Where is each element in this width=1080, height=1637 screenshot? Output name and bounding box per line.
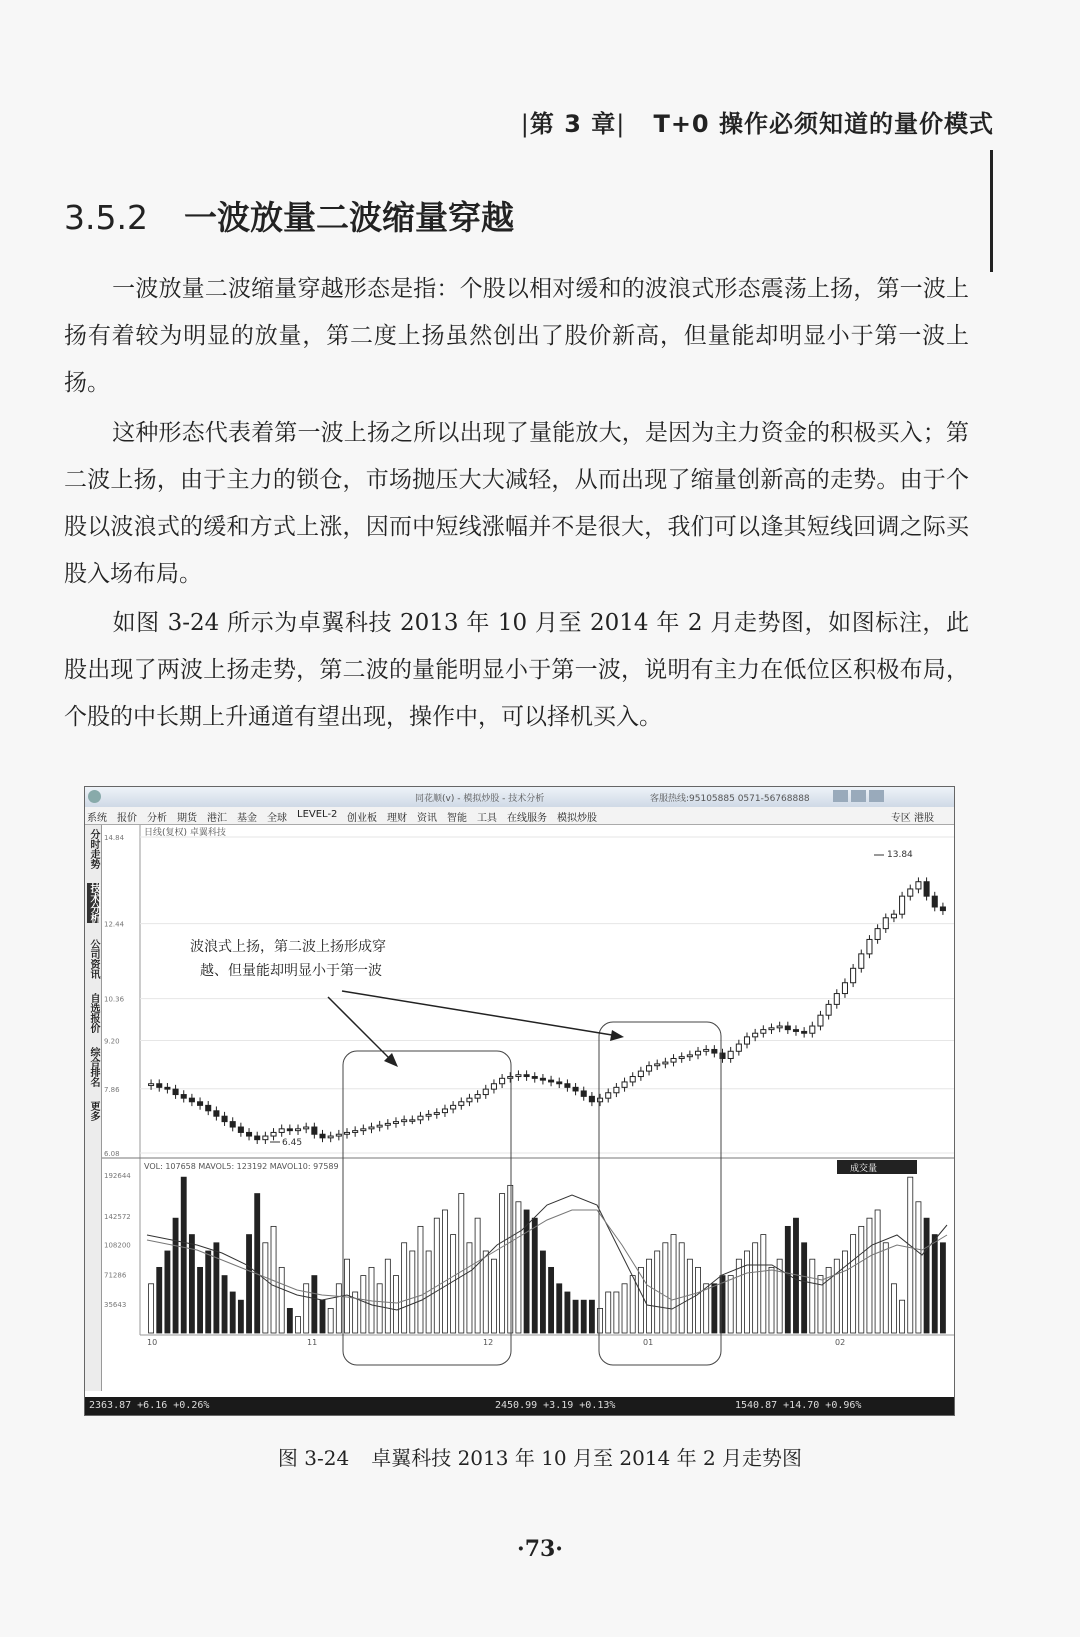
volume-bar [753,1243,758,1333]
candle [630,1077,635,1082]
candle [785,1026,790,1030]
volume-bar [500,1194,505,1333]
volume-bar [549,1267,554,1333]
price-tick-label: 6.08 [104,1150,120,1158]
volume-bar [842,1251,847,1333]
candle [385,1123,390,1125]
candle [189,1098,194,1102]
candle [581,1091,586,1096]
section-heading [64,192,514,239]
volume-bar [875,1210,880,1333]
candle [826,1004,831,1015]
volume-tick-label: 71286 [104,1271,127,1280]
running-header: |第 3 章| T+0 操作必须知道的量价模式 [520,110,994,138]
caption-text: 卓翼科技 2013 年 10 月至 2014 年 2 月走势图 [371,1446,803,1470]
close-icon[interactable] [869,790,884,802]
volume-bar [181,1177,186,1333]
candle [255,1136,260,1140]
candle [418,1116,423,1120]
candle [344,1132,349,1134]
candle [410,1120,415,1122]
candle [777,1026,782,1028]
volume-bar [671,1235,676,1333]
volume-tick-label: 192644 [104,1172,131,1180]
candle [859,954,864,968]
side-tabs [85,825,102,1391]
volume-tick-label: 108200 [104,1241,131,1250]
candle [198,1102,203,1106]
volume-bar [532,1218,537,1333]
candle [589,1096,594,1101]
candle [598,1098,603,1102]
candle [173,1089,178,1094]
menu-item[interactable]: 智能 [447,813,467,824]
volume-bar [475,1218,480,1333]
paragraph-3: 如图 3-24 所示为卓翼科技 2013 年 10 月至 2014 年 2 月走势图，如图标注，此股出现了两波上扬走势，第二波的量能明显小于第一波，说明有主力在低位区积极布局，个股的中长期上升通道有望出现，操作中，可以择机买入。 [64,610,969,730]
candle [851,968,856,982]
status-left: 2363.87 +6.16 +0.26% [89,1400,210,1411]
volume-bar [924,1218,929,1333]
low-marker: 6.45 [282,1138,303,1148]
candle [491,1084,496,1089]
volume-bar [614,1292,619,1333]
menu-item[interactable]: 资讯 [417,813,437,824]
menu-item[interactable]: 工具 [477,813,497,824]
x-tick-label: 10 [147,1338,158,1347]
volume-bar [867,1218,872,1333]
candle [916,882,921,889]
candle [606,1093,611,1098]
candle [524,1075,529,1077]
candle [663,1062,668,1064]
volume-legend: VOL: 107658 MAVOL5: 123192 MAVOL10: 97589 [144,1162,339,1171]
volume-bar [320,1300,325,1333]
volume-bar [851,1235,856,1333]
menu-item[interactable]: 在线服务 [507,813,547,824]
candle [402,1120,407,1122]
candle [369,1127,374,1129]
volume-bar [312,1276,317,1333]
candle [222,1116,227,1121]
volume-bar [508,1185,513,1333]
tab-technical[interactable]: 技术分析 [88,883,99,923]
candle [875,929,880,940]
candle [802,1031,807,1033]
minimize-icon[interactable] [833,790,848,802]
volume-bar [222,1276,227,1333]
volume-bar [483,1251,488,1333]
volume-bar [891,1284,896,1333]
volume-bar [785,1226,790,1333]
candle [793,1030,798,1032]
volume-bar [598,1308,603,1333]
volume-bar [810,1259,815,1333]
volume-bar [630,1276,635,1333]
menu-item[interactable]: 创业板 [347,813,377,824]
price-tick-label: 10.36 [104,995,125,1004]
app-logo-icon [88,790,101,803]
volume-bar [173,1218,178,1333]
candle [932,896,937,907]
price-tick-label: 7.86 [104,1085,120,1094]
menu-item[interactable]: 全球 [267,813,287,824]
menu-item[interactable]: 分析 [147,813,167,824]
candle [467,1098,472,1102]
menu-item[interactable]: 港汇 [207,813,227,824]
candle [247,1132,252,1136]
candle [687,1055,692,1057]
candle [157,1084,162,1088]
candle [712,1049,717,1053]
window-controls [830,790,884,805]
candle [361,1129,366,1131]
volume-tick-label: 35643 [104,1300,127,1309]
candle [516,1075,521,1077]
stock-chart-screenshot [84,786,955,1416]
candle [304,1127,309,1129]
volume-bar [198,1267,203,1333]
candle [475,1095,480,1099]
status-right: 1540.87 +14.70 +0.96% [735,1400,862,1411]
candle [377,1125,382,1127]
volume-bar [908,1177,913,1333]
tab-watchlist[interactable]: 自选报价 [88,993,99,1033]
candle [271,1132,276,1136]
candle [655,1064,660,1066]
paragraph-1: 一波放量二波缩量穿越形态是指：个股以相对缓和的波浪式形态震荡上扬，第一波上扬有着较为明显的放量，第二度上扬虽然创出了股价新高，但量能却明显小于第一波上扬。 [64,276,969,396]
candle [442,1109,447,1113]
candle [206,1105,211,1110]
candle [279,1129,284,1133]
volume-bar [736,1259,741,1333]
candle [940,907,945,911]
volume-bar [712,1284,717,1333]
volume-bar [834,1259,839,1333]
section-number: 3.5.2 [64,198,148,237]
menu-item[interactable]: 报价 [117,813,137,824]
candle [614,1087,619,1092]
status-mid: 2450.99 +3.19 +0.13% [495,1400,616,1411]
candle [679,1057,684,1059]
candle [565,1084,570,1088]
volume-bar [287,1308,292,1333]
chart-label: 日线(复权) 卓翼科技 [144,828,226,838]
status-bar [85,1397,954,1415]
candle [426,1114,431,1116]
candle [263,1136,268,1140]
candle [867,939,872,953]
candle [508,1077,513,1079]
candle [704,1049,709,1051]
volume-bar [459,1194,464,1333]
menu-item[interactable]: 系统 [87,813,107,824]
candle [295,1129,300,1131]
volume-bar [940,1243,945,1333]
volume-bar [165,1251,170,1333]
volume-bar [728,1276,733,1333]
volume-bar [900,1300,905,1333]
candle [647,1066,652,1071]
menu-item[interactable]: LEVEL-2 [297,809,338,820]
x-tick-label: 01 [643,1338,654,1347]
candle [353,1131,358,1133]
candle [638,1071,643,1076]
volume-bar [295,1317,300,1333]
candle [549,1080,554,1082]
hotline-text: 客服热线:95105885 0571-56768888 [650,794,810,804]
tab-ranking[interactable]: 综合排名 [88,1047,99,1087]
candle [883,918,888,929]
volume-bar [769,1267,774,1333]
volume-bar [214,1243,219,1333]
candle [842,983,847,994]
price-tick-label: 14.84 [104,834,125,842]
volume-bar [581,1300,586,1333]
volume-bar [434,1218,439,1333]
volume-bar [883,1243,888,1333]
candle [557,1082,562,1084]
volume-bar [663,1243,668,1333]
annotation-line-1: 波浪式上扬，第二波上扬形成穿 [190,939,386,955]
volume-bar [377,1284,382,1333]
volume-bar [393,1276,398,1333]
candle [671,1058,676,1062]
volume-bar [491,1259,496,1333]
volume-bar [467,1243,472,1333]
volume-bar [573,1300,578,1333]
menu-item[interactable]: 基金 [237,813,257,824]
volume-bar [932,1235,937,1333]
kline-chart [102,825,954,1381]
candle [287,1129,292,1131]
figure-caption [0,1442,1080,1471]
candle [761,1030,766,1034]
volume-bar [761,1235,766,1333]
volume-bar [157,1267,162,1333]
high-marker: 13.84 [887,850,913,860]
volume-bar [540,1251,545,1333]
tab-fenshi[interactable]: 分时走势 [88,829,99,869]
volume-bar [263,1243,268,1333]
volume-bar [410,1251,415,1333]
volume-bar [442,1210,447,1333]
candle [434,1113,439,1115]
candle [483,1089,488,1094]
x-tick-label: 02 [835,1338,846,1347]
volume-label: 成交量 [850,1164,878,1174]
candle [312,1127,317,1134]
candle [451,1105,456,1109]
x-tick-label: 11 [307,1338,318,1347]
menu-item[interactable]: 理财 [387,813,407,824]
price-tick-label: 12.44 [104,920,125,929]
menu-item[interactable]: 模拟炒股 [557,813,597,824]
volume-bar [279,1267,284,1333]
menu-right[interactable]: 专区 港股 [890,813,934,824]
candle [214,1111,219,1116]
candle [230,1122,235,1127]
candle [238,1127,243,1132]
volume-bar [328,1308,333,1333]
volume-bar [255,1194,260,1333]
volume-tick-label: 142572 [104,1213,131,1222]
candle [622,1082,627,1087]
volume-bar [557,1284,562,1333]
menu-bar [85,807,954,825]
volume-bar [622,1284,627,1333]
volume-bar [679,1243,684,1333]
header-rule [990,150,993,272]
candle [891,914,896,918]
candle [181,1095,186,1099]
candle [728,1051,733,1058]
maximize-icon[interactable] [851,790,866,802]
candle [908,889,913,896]
volume-bar [206,1251,211,1333]
volume-bar [524,1210,529,1333]
candle [695,1051,700,1055]
candle [573,1087,578,1091]
annotation-line-2: 越、但量能却明显小于第一波 [200,963,382,979]
volume-bar [451,1235,456,1333]
volume-bar [516,1202,521,1333]
candle [540,1078,545,1080]
volume-bar [687,1259,692,1333]
candle [459,1102,464,1106]
volume-bar [589,1300,594,1333]
volume-bar [744,1251,749,1333]
volume-bar [859,1226,864,1333]
candle [532,1077,537,1079]
volume-bar [695,1267,700,1333]
volume-bar [247,1235,252,1333]
tab-company[interactable]: 公司资讯 [88,939,99,979]
volume-bar [336,1284,341,1333]
chapter-title: T+0 操作必须知道的量价模式 [653,110,994,138]
candle [769,1028,774,1030]
volume-bar [230,1292,235,1333]
caption-number: 图 3-24 [277,1446,350,1470]
tab-more[interactable]: 更多 [88,1101,99,1121]
paragraph-2: 这种形态代表着第一波上扬之所以出现了量能放大，是因为主力资金的积极买入；第二波上扬，由于主力的锁仓，市场抛压大大减轻，从而出现了缩量创新高的走势。由于个股以波浪式的缓和方式上涨，因而中短线涨幅并不是很大，我们可以逢其短线回调之际买股入场布局。 [64,420,969,587]
candle [753,1033,758,1037]
volume-bar [149,1284,154,1333]
page-number: ·73· [517,1536,563,1562]
candle [900,896,905,914]
volume-bar [385,1259,390,1333]
candle [336,1134,341,1136]
candle [393,1122,398,1124]
candle [810,1026,815,1033]
window-title: 同花顺(v) - 模拟炒股 - 技术分析 [415,794,545,804]
volume-bar [238,1300,243,1333]
volume-bar [565,1292,570,1333]
volume-bar [418,1226,423,1333]
candle [149,1084,154,1086]
candle [834,994,839,1005]
candle [165,1087,170,1089]
x-tick-label: 12 [483,1338,494,1347]
candle [328,1136,333,1138]
candle [818,1015,823,1026]
volume-bar [606,1292,611,1333]
section-title: 一波放量二波缩量穿越 [183,198,514,237]
volume-bar [402,1243,407,1333]
chapter-label: 第 3 章 [529,110,617,138]
candle [320,1134,325,1138]
window-titlebar [85,787,954,807]
volume-bar [802,1243,807,1333]
candle [744,1037,749,1044]
candle [924,882,929,896]
volume-bar [647,1259,652,1333]
menu-item[interactable]: 期货 [177,813,197,824]
candle [736,1044,741,1051]
volume-bar [704,1284,709,1333]
price-tick-label: 9.20 [104,1037,120,1046]
volume-bar [916,1202,921,1333]
candle [500,1078,505,1083]
volume-bar [361,1276,366,1333]
